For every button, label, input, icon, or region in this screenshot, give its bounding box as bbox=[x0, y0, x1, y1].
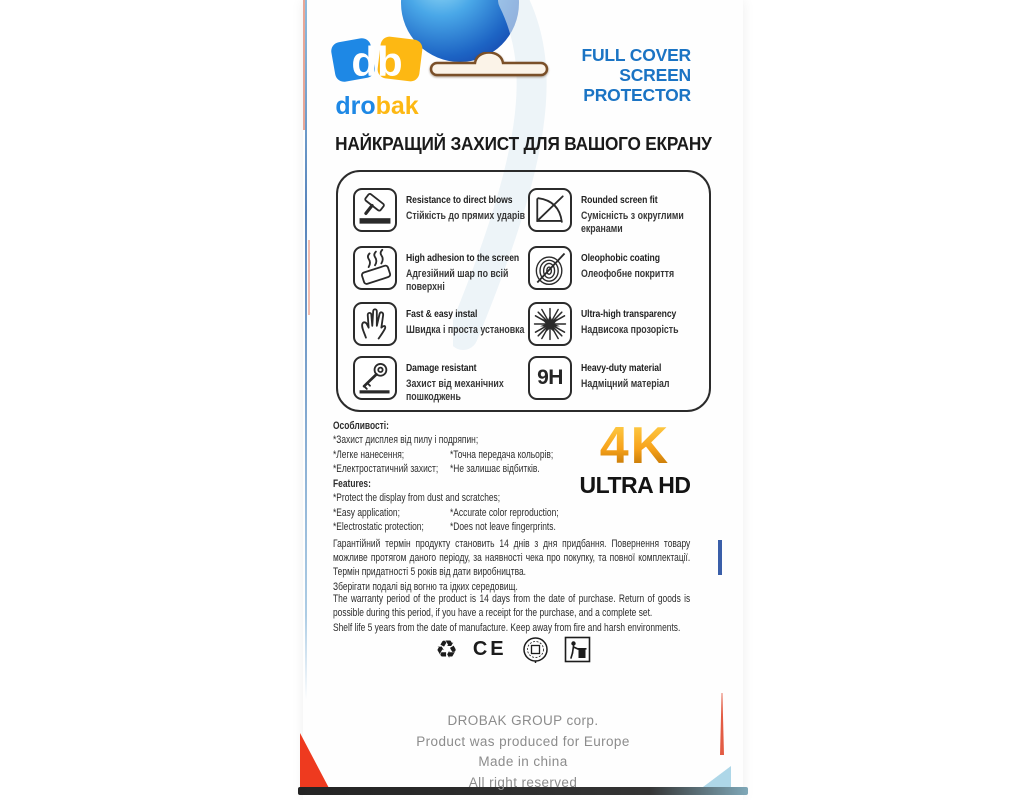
footer-produced-for: Product was produced for Europe bbox=[416, 733, 630, 749]
feature-item-easy-install bbox=[353, 302, 533, 346]
feature-ua: Швидка і проста установка bbox=[406, 324, 525, 336]
feature-ua: Сумісність з округлими екранами bbox=[581, 210, 684, 235]
product-title-line1: FULL COVER bbox=[581, 45, 691, 65]
feature-item-rounded-fit bbox=[528, 188, 708, 236]
feature-ua: Олеофобне покриття bbox=[581, 268, 675, 280]
feature-item-resistance bbox=[353, 188, 533, 232]
features-ua-title: Особливості: bbox=[333, 420, 389, 432]
feature-item-oleophobic bbox=[528, 246, 708, 290]
euro-slot-hang-hole bbox=[425, 52, 553, 84]
svg-text:db: db bbox=[351, 38, 403, 85]
feature-en: Ultra-high transparency bbox=[581, 308, 677, 320]
drobak-db-monogram-icon bbox=[329, 32, 425, 88]
logo-text-bak: bak bbox=[375, 92, 419, 120]
logo-text-dro: dro bbox=[335, 92, 376, 120]
features-ua-item: *Електростатичний захист; bbox=[333, 463, 439, 476]
product-title-line2: SCREEN bbox=[619, 64, 691, 85]
warranty-en-paragraph: The warranty period of the product is 14 days from the date of purchase. Return of goods is possible during this period, if you have a receipt for the purchase, and a complete set. bbox=[333, 593, 691, 620]
certification-icons-row bbox=[293, 636, 733, 663]
footer-text bbox=[303, 711, 743, 793]
starburst-icon bbox=[530, 302, 570, 346]
features-section-en bbox=[333, 477, 791, 534]
feature-en: Rounded screen fit bbox=[581, 194, 658, 206]
hardness-9h-icon: 9H bbox=[537, 366, 563, 389]
feature-ua: Адгезійний шар по всій поверхні bbox=[406, 268, 509, 293]
ce-mark-icon: CE bbox=[472, 638, 507, 660]
badge-ultra-hd-text: ULTRA HD bbox=[579, 472, 691, 498]
certification-seal-icon bbox=[522, 636, 549, 663]
rounded-corner-icon bbox=[530, 188, 570, 232]
dispose-properly-icon bbox=[564, 636, 591, 663]
features-ua-item: *Точна передача кольорів; bbox=[450, 448, 554, 461]
footer-company: DROBAK GROUP corp. bbox=[447, 713, 599, 728]
left-edge-blue-line bbox=[305, 0, 307, 700]
hand-icon bbox=[355, 302, 395, 346]
warranty-ua-paragraph: Гарантійний термін продукту становить 14 днів з дня придбання. Повернення товару можливе протягом даного періоду, за наявності чека про покупку, та повної комплектації. Термін придатності 5 років від дати виробництва. bbox=[333, 538, 691, 579]
features-ua-item: *Не залишає відбитків. bbox=[450, 463, 540, 476]
features-ua-item: *Легке нанесення; bbox=[333, 448, 405, 461]
headline: НАЙКРАЩИЙ ЗАХИСТ ДЛЯ ВАШОГО ЕКРАНУ bbox=[334, 133, 712, 154]
feature-en: Damage resistant bbox=[406, 362, 477, 374]
warranty-text-en bbox=[333, 592, 791, 635]
feature-ua: Стійкість до прямих ударів bbox=[406, 210, 526, 222]
logo-wordmark bbox=[329, 94, 425, 119]
footer-rights: All right reserved bbox=[468, 774, 578, 790]
features-en-item: *Does not leave fingerprints. bbox=[450, 521, 556, 534]
feature-en: Oleophobic coating bbox=[581, 252, 660, 264]
adhesive-film-icon bbox=[355, 246, 395, 290]
drobak-logo bbox=[329, 32, 425, 119]
features-section-ua bbox=[333, 419, 791, 476]
feature-en: Fast & easy instal bbox=[406, 308, 478, 320]
product-title bbox=[582, 46, 692, 106]
warranty-ua-storage-line: Зберігати подалі від вогню та ідких середовищ. bbox=[333, 581, 518, 594]
feature-ua: Надвисока прозорість bbox=[581, 324, 679, 336]
feature-ua: Надміцний матеріал bbox=[581, 378, 670, 390]
feature-en: Resistance to direct blows bbox=[406, 194, 513, 206]
features-en-item: *Easy application; bbox=[333, 506, 400, 519]
features-en-title: Features: bbox=[333, 478, 371, 490]
features-en-line: *Protect the display from dust and scratches; bbox=[333, 492, 501, 505]
feature-en: High adhesion to the screen bbox=[406, 252, 520, 264]
features-ua-line: *Захист дисплея від пилу і подряпин; bbox=[333, 434, 479, 447]
feature-item-9h-material bbox=[528, 356, 708, 400]
features-panel bbox=[336, 170, 711, 412]
left-edge-red-line bbox=[303, 0, 305, 130]
features-en-item: *Electrostatic protection; bbox=[333, 521, 424, 534]
key-icon bbox=[355, 356, 395, 400]
feature-item-damage-resistant bbox=[353, 356, 533, 404]
feature-item-transparency bbox=[528, 302, 708, 346]
feature-ua: Захист від механічних пошкоджень bbox=[406, 378, 504, 403]
left-edge-red-segment bbox=[308, 240, 310, 315]
feature-item-adhesion bbox=[353, 246, 533, 294]
badge-4k-text: 4K bbox=[569, 420, 701, 472]
product-title-line3: PROTECTOR bbox=[583, 84, 691, 105]
package-card bbox=[303, 0, 743, 800]
features-en-item: *Accurate color reproduction; bbox=[450, 506, 559, 519]
warranty-en-shelf-life-line: Shelf life 5 years from the date of manufacture. Keep away from fire and harsh environments. bbox=[333, 622, 681, 635]
fingerprint-icon bbox=[530, 246, 570, 290]
footer-made-in: Made in china bbox=[478, 754, 568, 770]
hammer-icon bbox=[355, 188, 395, 232]
warranty-text-ua bbox=[333, 537, 791, 594]
recycle-icon: ♻ bbox=[435, 635, 458, 664]
feature-en: Heavy-duty material bbox=[581, 362, 662, 374]
